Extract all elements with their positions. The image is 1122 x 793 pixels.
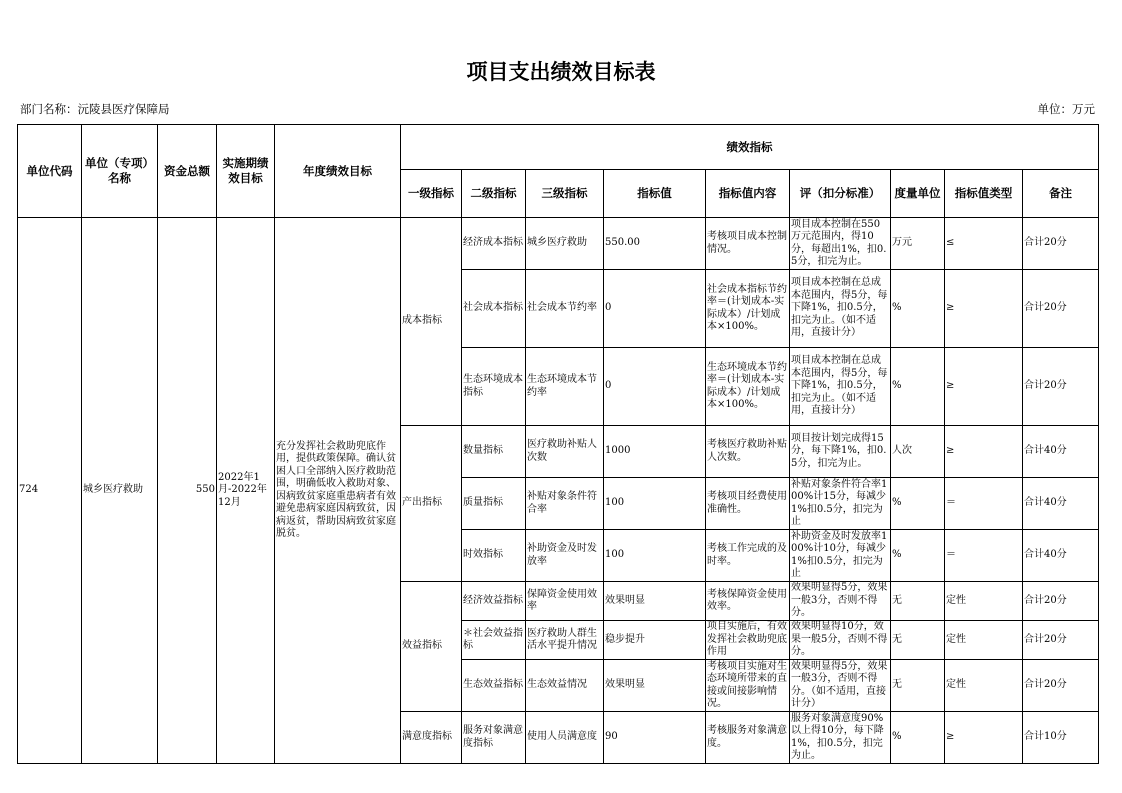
content-cell: 考核医疗救助补贴人次数。 [706, 426, 790, 478]
remark-cell: 合计40分 [1023, 426, 1099, 478]
header-unit-code: 单位代码 [18, 125, 82, 218]
scoring-cell: 项目成本控制在总成本范围内，得5分，每下降1%，扣0.5分，扣完为止。（如不适用，直接计分） [790, 348, 891, 426]
content-cell: 生态环境成本节约率＝(计划成本-实际成本）/计划成本×100%。 [706, 348, 790, 426]
type-cell: ≥ [945, 712, 1023, 764]
level2-cell: 经济成本指标 [462, 218, 526, 270]
header-value-type: 指标值类型 [945, 170, 1023, 218]
scoring-cell: 服务对象满意度90%以上得10分，每下降1%，扣0.5分，扣完为止。 [790, 712, 891, 764]
level3-cell: 补贴对象条件符合率 [526, 478, 604, 530]
content-cell: 考核项目成本控制情况。 [706, 218, 790, 270]
unit-cell: % [891, 712, 945, 764]
level1-cost: 成本指标 [401, 218, 462, 426]
remark-cell: 合计20分 [1023, 621, 1099, 660]
content-cell: 社会成本指标节约率＝(计划成本-实际成本）/计划成本×100%。 [706, 270, 790, 348]
type-cell: 定性 [945, 660, 1023, 712]
level3-cell: 城乡医疗救助 [526, 218, 604, 270]
content-cell: 考核服务对象满意度。 [706, 712, 790, 764]
value-cell: 550.00 [604, 218, 706, 270]
remark-cell: 合计20分 [1023, 660, 1099, 712]
level2-cell: 服务对象满意度指标 [462, 712, 526, 764]
level3-cell: 补助资金及时发放率 [526, 530, 604, 582]
header-value-content: 指标值内容 [706, 170, 790, 218]
header-level1: 一级指标 [401, 170, 462, 218]
value-cell: 效果明显 [604, 660, 706, 712]
type-cell: ≥ [945, 348, 1023, 426]
level2-cell: ＊社会效益指标 [462, 621, 526, 660]
value-cell: 100 [604, 478, 706, 530]
department-label: 部门名称：沅陵县医疗保障局 [20, 102, 170, 116]
header-unit-name: 单位（专项）名称 [82, 125, 158, 218]
header-measure-unit: 度量单位 [891, 170, 945, 218]
type-cell: ＝ [945, 530, 1023, 582]
unit-cell: 无 [891, 621, 945, 660]
type-cell: ≥ [945, 270, 1023, 348]
level2-cell: 质量指标 [462, 478, 526, 530]
level2-cell: 生态环境成本指标 [462, 348, 526, 426]
scoring-cell: 效果明显得10分，效果一般5分，否则不得分。 [790, 621, 891, 660]
remark-cell: 合计40分 [1023, 478, 1099, 530]
level2-cell: 社会成本指标 [462, 270, 526, 348]
type-cell: 定性 [945, 582, 1023, 621]
header-period-target: 实施期绩效目标 [217, 125, 275, 218]
unit-cell: % [891, 478, 945, 530]
unit-cell: 万元 [891, 218, 945, 270]
value-cell: 效果明显 [604, 582, 706, 621]
content-cell: 考核项目经费使用准确性。 [706, 478, 790, 530]
value-cell: 90 [604, 712, 706, 764]
value-cell: 100 [604, 530, 706, 582]
scoring-cell: 效果明显得5分，效果一般3分，否则不得分。 [790, 582, 891, 621]
header-level3: 三级指标 [526, 170, 604, 218]
type-cell: 定性 [945, 621, 1023, 660]
header-remark: 备注 [1023, 170, 1099, 218]
level2-cell: 生态效益指标 [462, 660, 526, 712]
scoring-cell: 补贴对象条件符合率100%计15分，每减少1%扣0.5分，扣完为止 [790, 478, 891, 530]
table-row [18, 218, 1099, 270]
performance-target-table [17, 124, 1099, 764]
level2-cell: 经济效益指标 [462, 582, 526, 621]
unit-cell: 人次 [891, 426, 945, 478]
period-cell: 2022年1月-2022年12月 [217, 218, 275, 764]
header-level2: 二级指标 [462, 170, 526, 218]
content-cell: 考核保障资金使用效率。 [706, 582, 790, 621]
level1-output: 产出指标 [401, 426, 462, 582]
total-funds-cell: 550 [158, 218, 217, 764]
level3-cell: 生态环境成本节约率 [526, 348, 604, 426]
unit-cell: 无 [891, 660, 945, 712]
remark-cell: 合计20分 [1023, 218, 1099, 270]
level3-cell: 社会成本节约率 [526, 270, 604, 348]
remark-cell: 合计20分 [1023, 270, 1099, 348]
level3-cell: 生态效益情况 [526, 660, 604, 712]
value-cell: 0 [604, 348, 706, 426]
scoring-cell: 项目成本控制在总成本范围内，得5分，每下降1%，扣0.5分，扣完为止。（如不适用，直接计分） [790, 270, 891, 348]
unit-name-cell: 城乡医疗救助 [82, 218, 158, 764]
unit-cell: % [891, 530, 945, 582]
value-cell: 1000 [604, 426, 706, 478]
scoring-cell: 效果明显得5分，效果一般3分，否则不得分。（如不适用，直接计分） [790, 660, 891, 712]
level3-cell: 医疗救助人群生活水平提升情况 [526, 621, 604, 660]
unit-code-cell: 724 [18, 218, 82, 764]
scoring-cell: 项目按计划完成得15分，每下降1%，扣0.5分，扣完为止。 [790, 426, 891, 478]
remark-cell: 合计10分 [1023, 712, 1099, 764]
unit-cell: % [891, 348, 945, 426]
type-cell: ＝ [945, 478, 1023, 530]
level2-cell: 时效指标 [462, 530, 526, 582]
level2-cell: 数量指标 [462, 426, 526, 478]
page-title: 项目支出绩效目标表 [466, 60, 656, 84]
scoring-cell: 补助资金及时发放率100%计10分，每减少1%扣0.5分，扣完为止 [790, 530, 891, 582]
type-cell: ≥ [945, 426, 1023, 478]
remark-cell: 合计20分 [1023, 348, 1099, 426]
unit-cell: 无 [891, 582, 945, 621]
remark-cell: 合计40分 [1023, 530, 1099, 582]
level3-cell: 使用人员满意度 [526, 712, 604, 764]
header-value: 指标值 [604, 170, 706, 218]
header-annual-target: 年度绩效目标 [275, 125, 401, 218]
remark-cell: 合计20分 [1023, 582, 1099, 621]
scoring-cell: 项目成本控制在550万元范围内，得10分，每超出1%，扣0.5分，扣完为止。 [790, 218, 891, 270]
unit-cell: % [891, 270, 945, 348]
level3-cell: 医疗救助补贴人次数 [526, 426, 604, 478]
annual-target-cell: 充分发挥社会救助兜底作用，提供政策保障。确认贫困人口全部纳入医疗救助范围，明确低收入救助对象、因病致贫家庭重患病者有效避免患病家庭因病致贫，因病返贫，帮助因病致贫家庭脱贫。 [275, 218, 401, 764]
content-cell: 项目实施后，有效发挥社会救助兜底作用 [706, 621, 790, 660]
level1-satisfaction: 满意度指标 [401, 712, 462, 764]
content-cell: 考核项目实施对生态环境所带来的直接或间接影响情况。 [706, 660, 790, 712]
value-cell: 0 [604, 270, 706, 348]
level1-benefit: 效益指标 [401, 582, 462, 712]
value-cell: 稳步提升 [604, 621, 706, 660]
header-total-funds: 资金总额 [158, 125, 217, 218]
header-scoring: 评（扣分标准） [790, 170, 891, 218]
level3-cell: 保障资金使用效率 [526, 582, 604, 621]
currency-unit-label: 单位：万元 [1037, 102, 1095, 116]
header-performance-indicators: 绩效指标 [401, 125, 1099, 170]
type-cell: ≤ [945, 218, 1023, 270]
content-cell: 考核工作完成的及时率。 [706, 530, 790, 582]
